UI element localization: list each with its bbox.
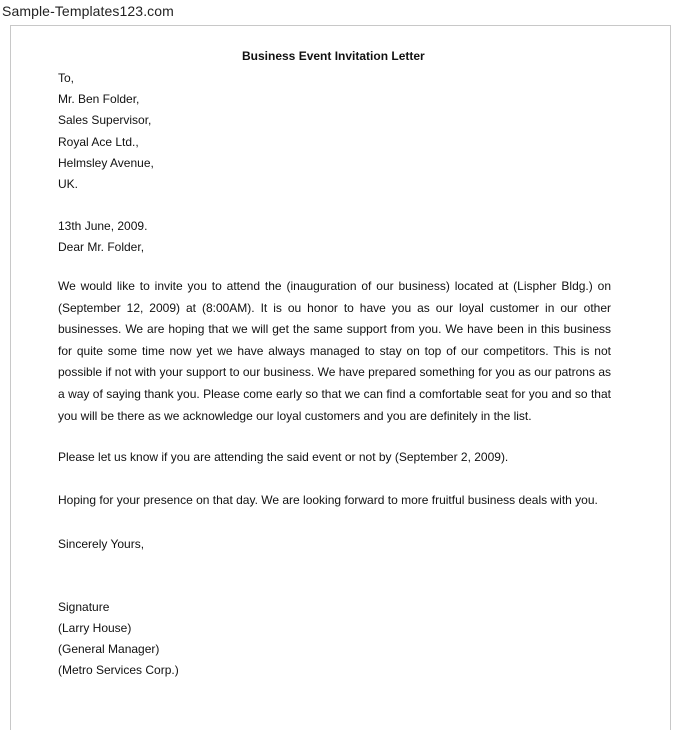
recipient-company: Royal Ace Ltd., xyxy=(58,135,139,149)
salutation: Dear Mr. Folder, xyxy=(58,240,145,254)
recipient-street: Helmsley Avenue, xyxy=(58,156,154,170)
recipient-to: To, xyxy=(58,71,75,85)
letter-date: 13th June, 2009. xyxy=(58,219,148,233)
signer-title: (General Manager) xyxy=(58,642,160,656)
body-paragraph-closing-remark: Hoping for your presence on that day. We are looking forward to more fruitful business deals with you. xyxy=(58,493,598,507)
signature-label: Signature xyxy=(58,600,110,614)
recipient-position: Sales Supervisor, xyxy=(58,113,152,127)
recipient-name: Mr. Ben Folder, xyxy=(58,92,140,106)
recipient-country: UK. xyxy=(58,177,79,191)
site-watermark: Sample-Templates123.com xyxy=(2,3,174,19)
body-paragraph-invitation: We would like to invite you to attend the (inauguration of our business) located at (Lispher Bldg.) on (September 12, 2009) at (8:00AM). It is ou honor to have you as our loyal customer in our other businesses. We are hoping that we will get the same support from you. We have been in this business for quite some time now yet we have always managed to stay on top of our competitors. This is not possible if not with your support to our business. We have prepared something for you as our patrons as a way of saying thank you. Please come early so that we can find a comfortable seat for you and so that you will be there as we acknowledge our loyal customers and you are definitely in the list. xyxy=(58,279,611,423)
signer-company: (Metro Services Corp.) xyxy=(58,663,179,677)
letter-title: Business Event Invitation Letter xyxy=(242,49,425,63)
closing: Sincerely Yours, xyxy=(58,537,145,551)
body-paragraph-rsvp: Please let us know if you are attending the said event or not by (September 2, 2009). xyxy=(58,450,509,464)
signer-name: (Larry House) xyxy=(58,621,132,635)
